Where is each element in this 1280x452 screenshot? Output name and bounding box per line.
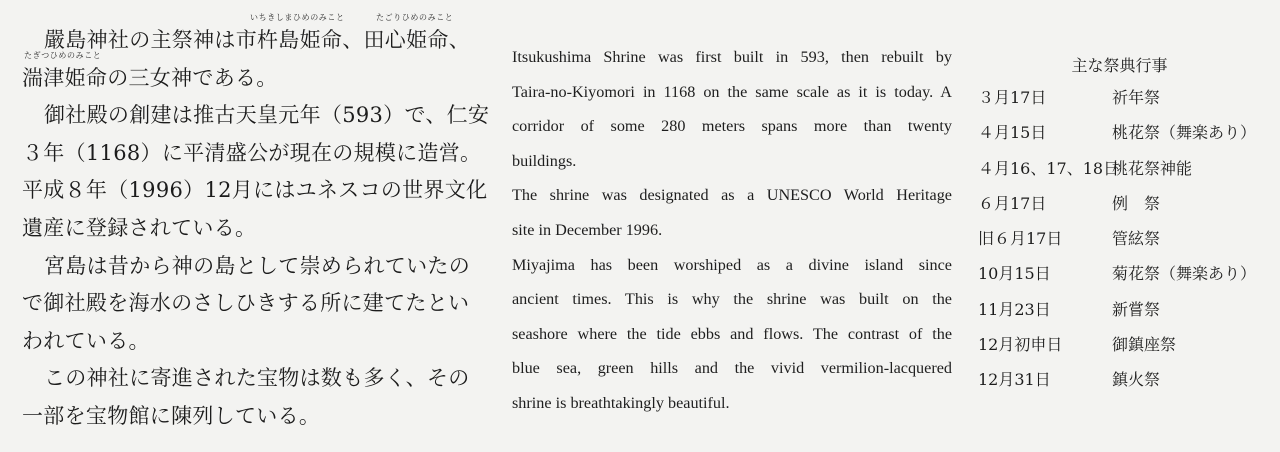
ruby-tagitsu: たぎつひめのみこと	[24, 50, 102, 60]
en-line: The shrine was designated as a UNESCO World Heritage	[512, 186, 952, 205]
en-line: blue sea, green hills and the vivid vermilion-lacquered	[512, 359, 952, 378]
jp-line: 遺産に登録されている。	[22, 215, 257, 240]
festival-row	[972, 221, 1262, 256]
jp-line: 嚴島神社の主祭神は市杵島姫命、田心姫命、	[44, 28, 470, 52]
jp-line: 宮島は昔から神の島として崇められていたの	[44, 253, 470, 278]
en-line: Itsukushima Shrine was first built in 593, then rebuilt by	[512, 48, 952, 66]
festival-date: 11月23日	[978, 299, 1051, 319]
jp-line: 一部を宝物館に陳列している。	[22, 403, 321, 428]
festival-name: 御鎮座祭	[1112, 335, 1177, 355]
festival-row	[972, 292, 1262, 327]
festival-name: 新嘗祭	[1112, 299, 1161, 319]
festival-row	[972, 327, 1262, 362]
en-line: buildings.	[512, 151, 577, 170]
festival-date: ４月15日	[978, 123, 1047, 143]
jp-line: われている。	[22, 328, 150, 353]
ruby-ichikishima: いちきしまひめのみこと	[250, 13, 345, 22]
english-description	[512, 40, 952, 421]
en-line: Miyajima has been worshiped as a divine island since	[512, 255, 952, 274]
festival-date: ３月17日	[978, 88, 1047, 107]
festival-name: 桃花祭神能	[1112, 158, 1193, 178]
festival-row	[972, 151, 1262, 186]
en-line: seashore where the tide ebbs and flows. The contrast of the	[512, 324, 952, 343]
festival-date: 12月31日	[978, 370, 1051, 390]
en-line: corridor of some 280 meters spans more than twenty	[512, 117, 952, 136]
festival-row	[972, 256, 1262, 291]
jp-line: 平成８年（1996）12月にはユネスコの世界文化	[22, 178, 488, 203]
festival-name: 例 祭	[1112, 193, 1161, 213]
festival-schedule-title: 主な祭典行事	[1071, 56, 1168, 75]
festival-name: 桃花祭（舞楽あり）	[1112, 123, 1257, 143]
jp-line: 御社殿の創建は推古天皇元年（593）で、仁安	[44, 103, 490, 128]
festival-row	[972, 362, 1262, 397]
jp-line: この神社に寄進された宝物は数も多く、その	[44, 366, 470, 391]
jp-line: 湍津姫命の三女神である。	[22, 65, 278, 90]
japanese-description	[22, 13, 492, 436]
festival-name: 菊花祭（舞楽あり）	[1112, 264, 1257, 284]
festival-date: ４月16、17、18日	[978, 158, 1120, 178]
festival-date: 10月15日	[978, 264, 1051, 284]
en-line: ancient times. This is why the shrine was built on the	[512, 290, 952, 309]
festival-name: 管絃祭	[1112, 229, 1161, 249]
festival-name: 祈年祭	[1112, 88, 1161, 107]
en-line: Taira-no-Kiyomori in 1168 on the same scale as it is today. A	[512, 82, 952, 101]
jp-line: ３年（1168）に平清盛公が現在の規模に造営。	[22, 140, 482, 165]
festival-row	[972, 115, 1262, 150]
jp-line: で御社殿を海水のさしひきする所に建てたとい	[22, 291, 470, 316]
festival-date: 旧６月17日	[978, 229, 1063, 249]
festival-date: ６月17日	[978, 193, 1047, 213]
festival-name: 鎮火祭	[1112, 370, 1161, 390]
festival-date: 12月初申日	[978, 335, 1063, 355]
en-line: site in December 1996.	[512, 220, 663, 239]
ruby-tagori: たごりひめのみこと	[376, 13, 454, 22]
festival-row	[972, 186, 1262, 221]
festival-schedule	[972, 52, 1262, 398]
en-line: shrine is breathtakingly beautiful.	[512, 393, 730, 412]
festival-row	[972, 80, 1262, 115]
